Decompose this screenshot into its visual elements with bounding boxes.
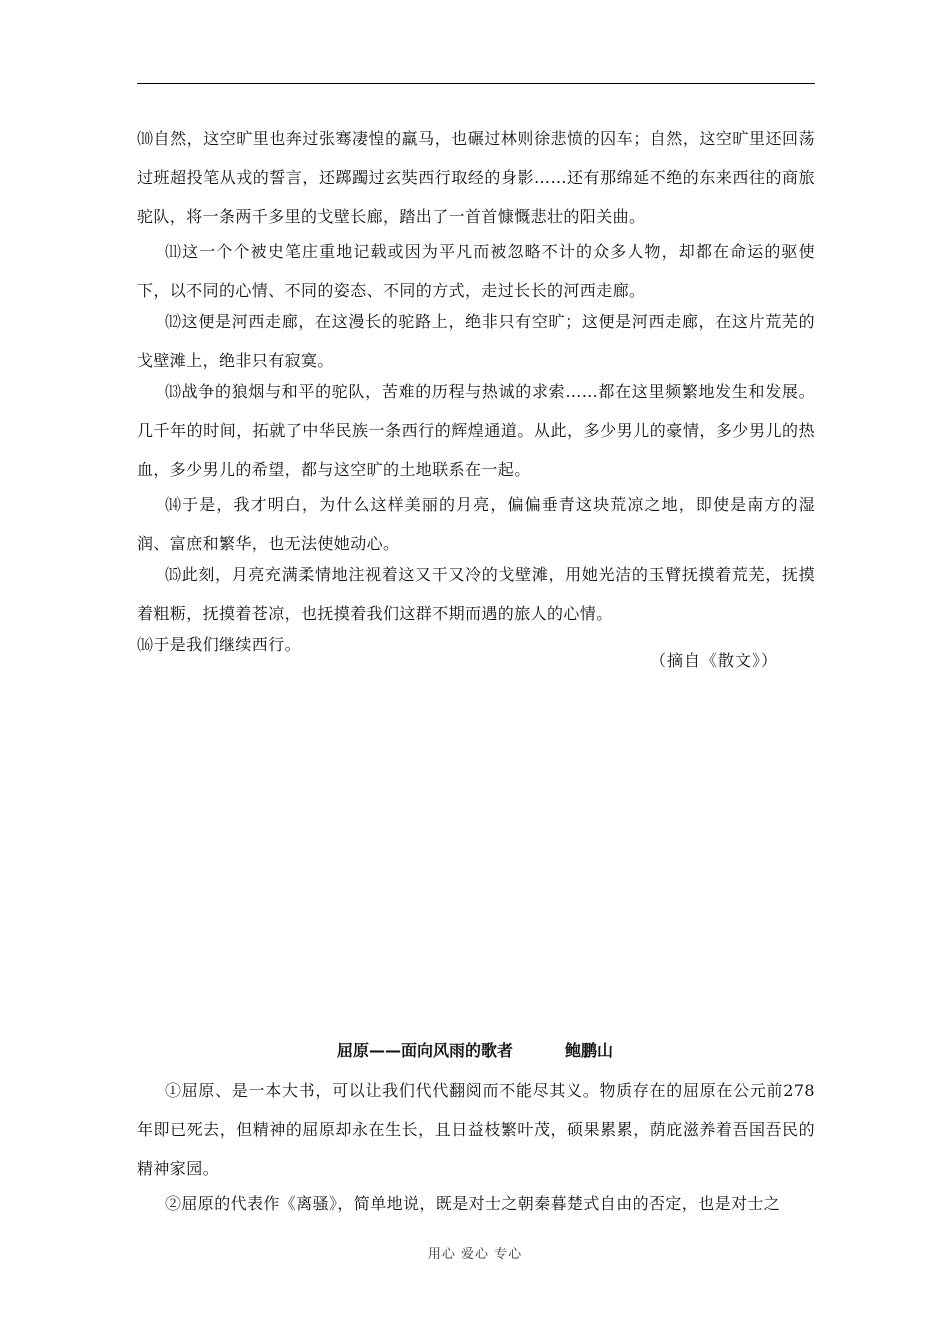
paragraph-1: ①屈原、是一本大书，可以让我们代代翻阅而不能尽其义。物质存在的屈原在公元前278年即已死去，但精神的屈原却永在生长，且日益枝繁叶茂，硕果累累，荫庇滋养着吾国吾民的精神家园。 [137,1081,815,1178]
paragraph-12: ⑿这便是河西走廊，在这漫长的驼路上，绝非只有空旷；这便是河西走廊，在这片荒芜的戈壁滩上，绝非只有寂寞。 [137,312,815,370]
paragraph-16: ⒃于是我们继续西行。 [137,635,302,654]
paragraph-14: ⒁于是，我才明白，为什么这样美丽的月亮，偏偏垂青这块荒凉之地，即使是南方的湿润、富庶和繁华，也无法使她动心。 [137,495,815,553]
source-citation: （摘自《散文》） [649,651,778,670]
paragraph-13: ⒀战争的狼烟与和平的驼队，苦难的历程与热诚的求索……都在这里频繁地发生和发展。几千年的时间，拓就了中华民族一条西行的辉煌通道。从此，多少男儿的豪情，多少男儿的热血，多少男儿的希望，都与这空旷的土地联系在一起。 [137,382,815,479]
header-rule [137,83,815,84]
article-title: 屈原——面向风雨的歌者 [336,1041,513,1060]
article-author: 鲍鹏山 [565,1041,614,1060]
paragraph-10: ⑽自然，这空旷里也奔过张骞凄惶的羸马，也碾过林则徐悲愤的囚车；自然，这空旷里还回荡过班超投笔从戎的誓言，还踯躅过玄奘西行取经的身影……还有那绵延不绝的东来西往的商旅驼队，将一条两千多里的戈壁长廊，踏出了一首首慷慨悲壮的阳关曲。 [137,129,815,226]
paragraph-11: ⑾这一个个被史笔庄重地记载或因为平凡而被忽略不计的众多人物，却都在命运的驱使下，以不同的心情、不同的姿态、不同的方式，走过长长的河西走廊。 [137,242,815,300]
paragraph-15: ⒂此刻，月亮充满柔情地注视着这又干又冷的戈壁滩，用她光洁的玉臂抚摸着荒芜，抚摸着粗粝，抚摸着苍凉，也抚摸着我们这群不期而遇的旅人的心情。 [137,565,815,623]
page-footer: 用心 爱心 专心 [427,1247,523,1262]
article-heading [0,1038,950,1064]
paragraph-2: ②屈原的代表作《离骚》，简单地说，既是对士之朝秦暮楚式自由的否定，也是对士之 [165,1194,781,1213]
